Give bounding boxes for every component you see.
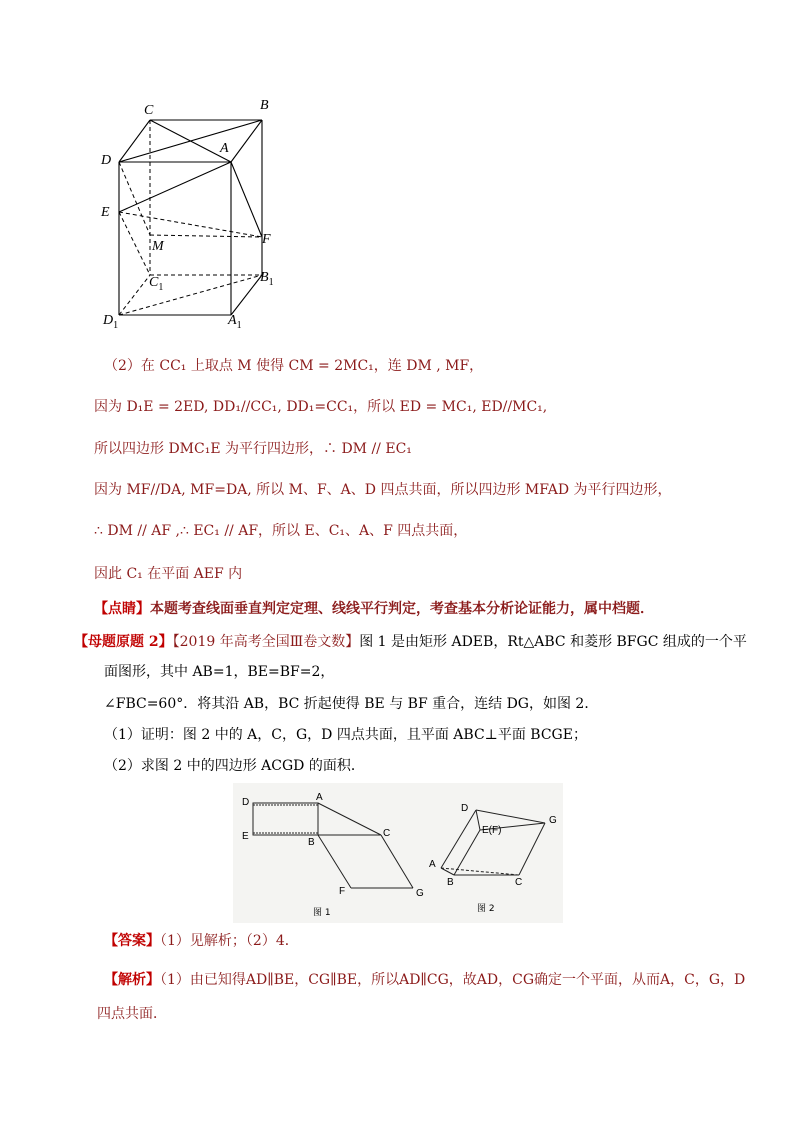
folding-diagram bbox=[233, 783, 563, 923]
comment-line bbox=[94, 600, 654, 618]
comment-text: 本题考查线面垂直判定定理、线线平行判定，考查基本分析论证能力，属中档题． bbox=[150, 601, 654, 617]
analysis-text-1: （1）由已知得AD∥BE，CG∥BE，所以AD∥CG，故AD，CG确定一个平面，从而A，C，G，D bbox=[160, 972, 746, 988]
problem-line-3: ∠FBC=60°．将其沿 AB，BC 折起使得 BE 与 BF 重合，连结 DG，如图 2． bbox=[104, 696, 599, 712]
analysis-line-1 bbox=[104, 971, 745, 989]
problem-tag: 【母题原题 2】 bbox=[74, 634, 173, 650]
fig1-label-A: A bbox=[316, 792, 323, 803]
problem-question-2: （2）求图 2 中的四边形 ACGD 的面积． bbox=[104, 758, 365, 774]
figure-1-caption: 图 1 bbox=[313, 908, 331, 918]
answer-text: （1）见解析；（2）4． bbox=[160, 933, 299, 949]
prism-figure bbox=[95, 95, 295, 335]
proof-line-4: 因为 MF//DA, MF=DA, 所以 M、F、A、D 四点共面，所以四边形 MFAD 为平行四边形， bbox=[94, 482, 672, 498]
label-A1: $A_1$ bbox=[228, 313, 242, 331]
answer-line bbox=[104, 932, 299, 950]
label-C: C bbox=[144, 103, 154, 118]
analysis-line-2: 四点共面． bbox=[97, 1006, 167, 1022]
prism-diagram bbox=[95, 95, 295, 335]
comment-tag: 【点睛】 bbox=[94, 601, 150, 617]
fig1-label-C: C bbox=[383, 828, 391, 839]
fig2-label-A: A bbox=[429, 859, 436, 870]
fig2-label-G: G bbox=[549, 815, 557, 826]
problem-question-1: （1）证明：图 2 中的 A，C，G，D 四点共面，且平面 ABC⊥平面 BCGE； bbox=[104, 727, 587, 743]
fig1-label-G: G bbox=[416, 888, 424, 899]
answer-tag: 【答案】 bbox=[104, 933, 160, 949]
proof-line-6: 因此 C₁ 在平面 AEF 内 bbox=[94, 566, 243, 582]
label-D1: $D_1$ bbox=[103, 313, 119, 331]
label-B1: $B_1$ bbox=[260, 270, 274, 288]
proof-line-1: （2）在 CC₁ 上取点 M 使得 CM = 2MC₁，连 DM , MF， bbox=[104, 358, 484, 374]
fig2-label-EF: E(F) bbox=[482, 825, 502, 836]
fig2-label-C: C bbox=[515, 877, 523, 888]
proof-line-5: ∴ DM // AF ,∴ EC₁ // AF，所以 E、C₁、A、F 四点共面， bbox=[94, 523, 468, 539]
label-D: D bbox=[101, 153, 112, 168]
problem-source: 【2019 年高考全国Ⅲ卷文数】 bbox=[172, 634, 360, 650]
fig1-label-B: B bbox=[308, 837, 315, 848]
problem-line-1 bbox=[74, 633, 747, 651]
label-A: A bbox=[220, 141, 229, 156]
folding-figures bbox=[233, 783, 563, 923]
label-F: F bbox=[262, 232, 271, 247]
problem-line-2: 面图形，其中 AB=1，BE=BF=2， bbox=[104, 664, 335, 680]
proof-line-2: 因为 D₁E = 2ED, DD₁//CC₁, DD₁=CC₁，所以 ED = MC₁, ED//MC₁, bbox=[94, 399, 548, 415]
fig2-label-B: B bbox=[447, 877, 454, 888]
fig1-label-E: E bbox=[242, 831, 249, 842]
proof-line-3: 所以四边形 DMC₁E 为平行四边形，∴ DM // EC₁ bbox=[94, 441, 412, 457]
fig2-label-D: D bbox=[461, 803, 469, 814]
label-B: B bbox=[260, 98, 269, 113]
analysis-tag: 【解析】 bbox=[104, 972, 160, 988]
figure-2-caption: 图 2 bbox=[477, 904, 495, 914]
label-M: M bbox=[152, 239, 164, 254]
fig1-label-F: F bbox=[339, 886, 346, 897]
label-C1: $C_1$ bbox=[149, 275, 164, 293]
label-E: E bbox=[101, 205, 110, 220]
fig1-label-D: D bbox=[242, 797, 250, 808]
problem-text-1: 图 1 是由矩形 ADEB，Rt△ABC 和菱形 BFGC 组成的一个平 bbox=[359, 634, 747, 650]
